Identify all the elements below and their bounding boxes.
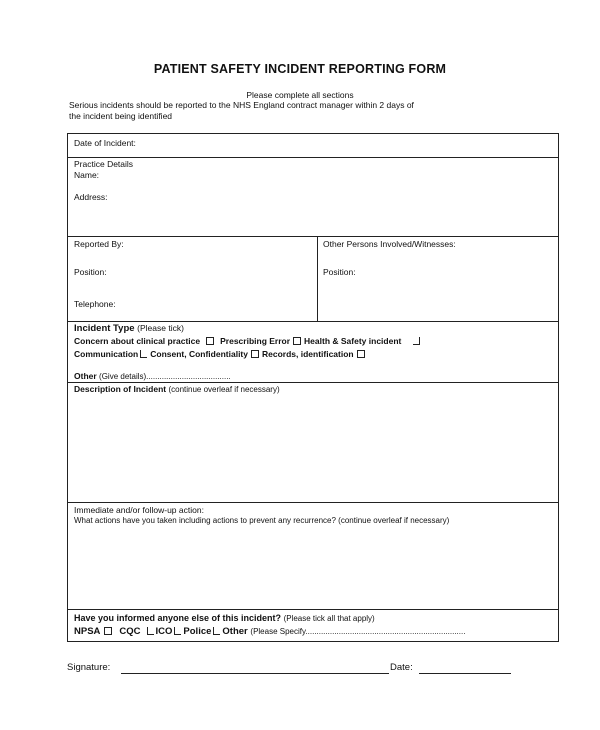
informed-heading	[74, 613, 375, 623]
incident-type-row-2	[74, 349, 368, 359]
informed-hint: (Please tick all that apply)	[283, 614, 375, 623]
description-heading[interactable]	[74, 384, 280, 394]
option-clinical-label: Concern about clinical practice	[74, 336, 201, 346]
incident-type-row-1	[74, 336, 420, 346]
address-field[interactable]: Address:	[74, 192, 108, 202]
checkbox-health-safety[interactable]	[413, 337, 420, 345]
row-divider	[68, 382, 558, 383]
note-line-2: the incident being identified	[69, 111, 173, 121]
practice-details-label: Practice Details	[74, 159, 134, 169]
date-label: Date:	[390, 662, 413, 673]
option-ico-label: ICO	[155, 626, 173, 637]
checkbox-police[interactable]	[213, 627, 220, 635]
incident-form-table	[67, 133, 559, 642]
option-other-label: Other	[222, 626, 248, 637]
option-prescribing-label: Prescribing Error	[220, 336, 291, 346]
checkbox-ico[interactable]	[174, 627, 181, 635]
instruction-text: Please complete all sections	[246, 90, 354, 100]
option-health-safety-label: Health & Safety incident	[304, 336, 402, 346]
row-divider	[68, 236, 558, 237]
other-specify-field[interactable]: (Please Specify........................................................................	[250, 627, 466, 636]
other-persons-field[interactable]: Other Persons Involved/Witnesses:	[323, 239, 456, 249]
signature-line[interactable]	[121, 673, 389, 674]
signature-label: Signature:	[67, 662, 111, 673]
date-of-incident-field[interactable]: Date of Incident:	[74, 138, 136, 148]
action-heading: Immediate and/or follow-up action:	[74, 505, 204, 515]
note-line-1: Serious incidents should be reported to the NHS England contract manager within 2 days of	[69, 100, 414, 110]
option-communication-label: Communication	[74, 349, 139, 359]
row-divider	[68, 609, 558, 610]
incident-type-hint: (Please tick)	[137, 323, 184, 333]
checkbox-cqc[interactable]	[147, 627, 154, 635]
other-incident-row[interactable]	[74, 371, 231, 381]
row-divider	[68, 502, 558, 503]
option-police-label: Police	[183, 626, 212, 637]
row-divider	[68, 321, 558, 322]
checkbox-records[interactable]	[357, 350, 365, 358]
checkbox-consent[interactable]	[251, 350, 259, 358]
checkbox-clinical[interactable]	[206, 337, 214, 345]
row-divider	[68, 157, 558, 158]
option-cqc-label: CQC	[119, 626, 141, 637]
column-divider	[317, 236, 318, 321]
telephone-field[interactable]: Telephone:	[74, 299, 116, 309]
description-label: Description of Incident	[74, 384, 167, 394]
checkbox-prescribing[interactable]	[293, 337, 301, 345]
other-incident-hint: (Give details)......................................	[99, 372, 231, 381]
checkbox-communication[interactable]	[140, 350, 147, 358]
incident-type-heading	[74, 323, 184, 334]
form-title: PATIENT SAFETY INCIDENT REPORTING FORM	[153, 62, 447, 76]
reported-by-field[interactable]: Reported By:	[74, 239, 124, 249]
name-field[interactable]: Name:	[74, 170, 100, 180]
checkbox-npsa[interactable]	[104, 627, 112, 635]
informed-options-row	[74, 626, 465, 637]
description-hint: (continue overleaf if necessary)	[168, 385, 280, 394]
informed-label: Have you informed anyone else of this incident?	[74, 613, 282, 623]
position-field-left[interactable]: Position:	[74, 267, 107, 277]
incident-type-label: Incident Type	[74, 323, 135, 334]
action-question[interactable]: What actions have you taken including actions to prevent any recurrence? (continue overleaf if necessary)	[74, 516, 450, 525]
option-records-label: Records, identification	[261, 349, 354, 359]
other-incident-label: Other	[74, 371, 97, 381]
option-consent-label: Consent, Confidentiality	[150, 349, 248, 359]
date-line[interactable]	[419, 673, 511, 674]
option-npsa-label: NPSA	[74, 626, 101, 637]
position-field-right[interactable]: Position:	[323, 267, 356, 277]
